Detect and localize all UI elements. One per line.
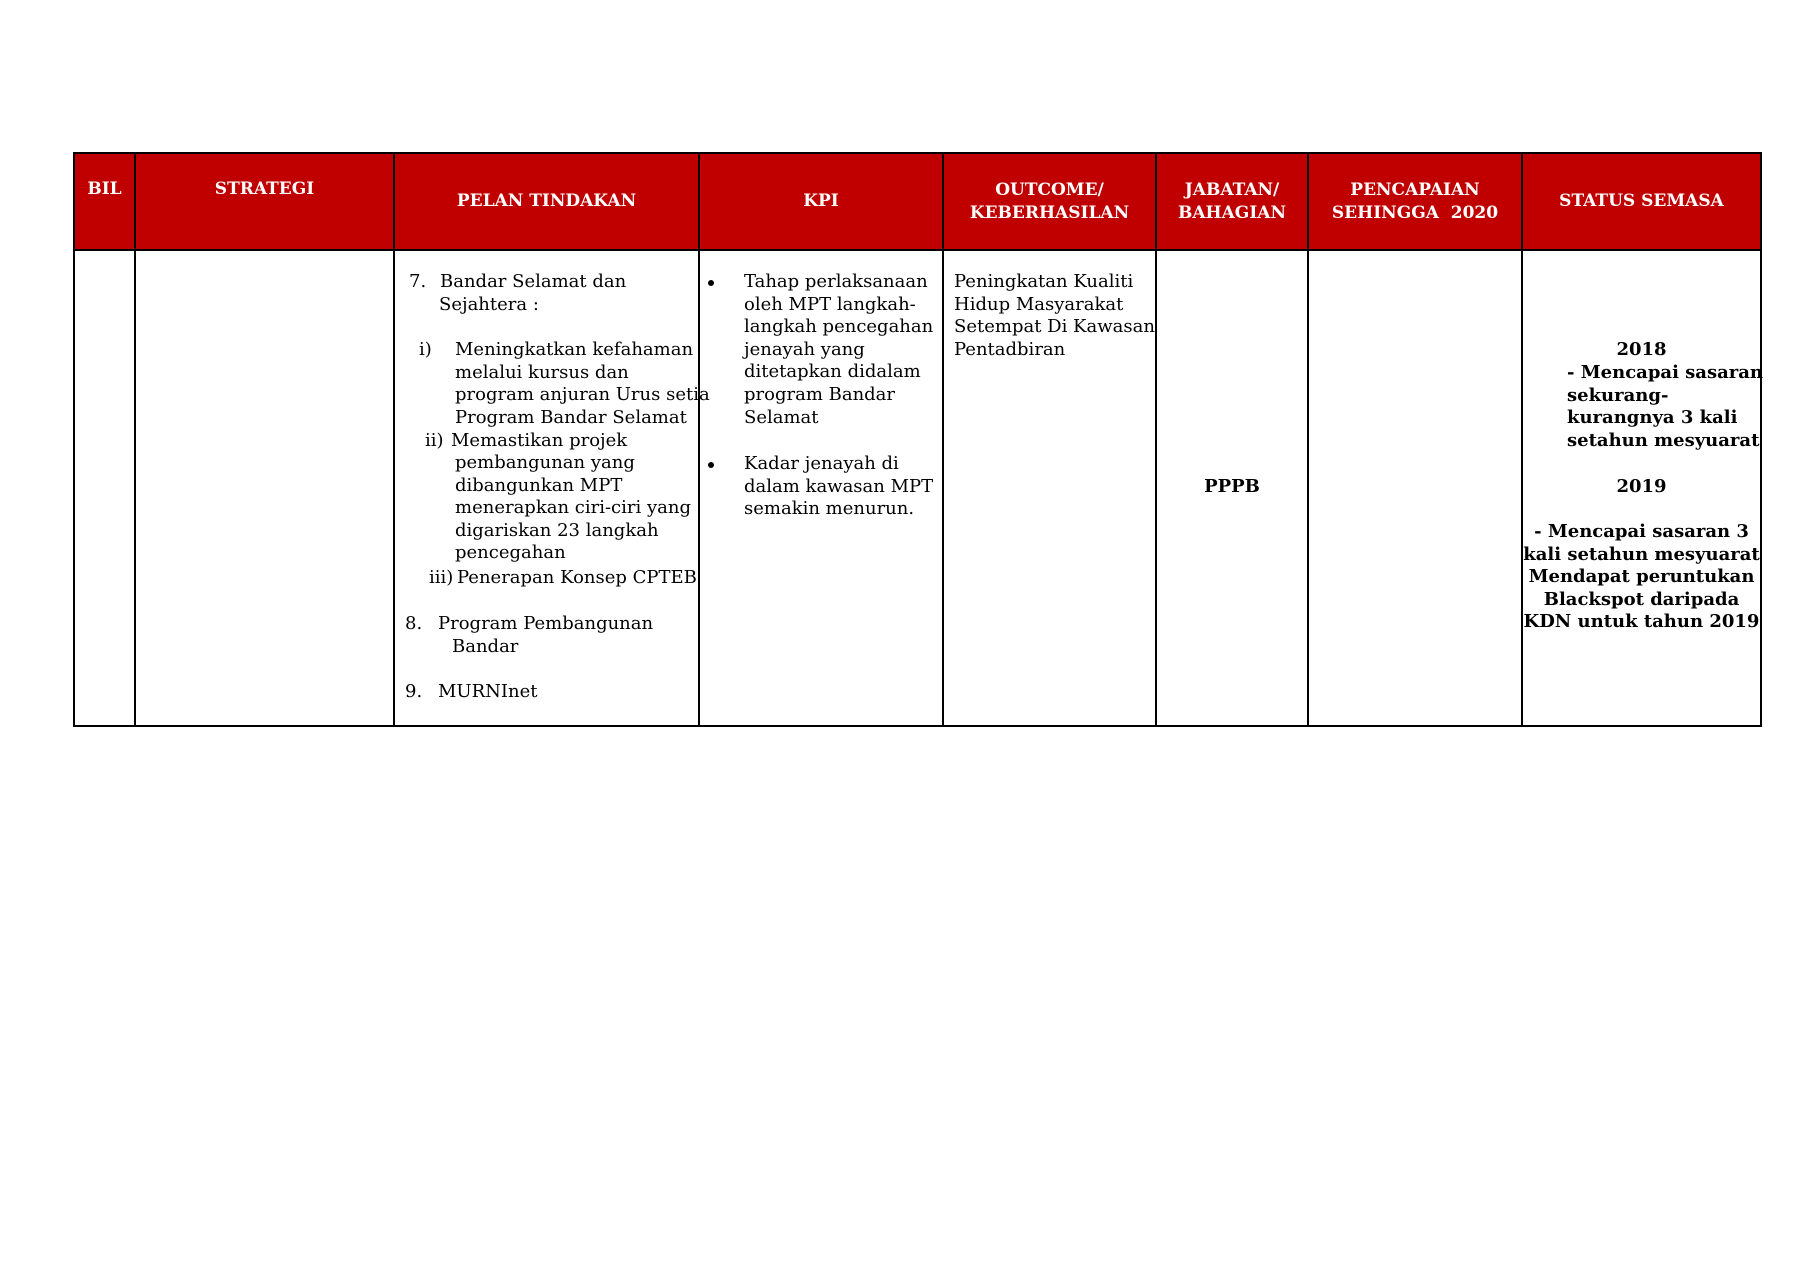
sub-iii-text: Penerapan Konsep CPTEB xyxy=(457,567,697,588)
status-year-2019: 2019 xyxy=(1616,476,1667,497)
header-kpi: KPI xyxy=(699,153,943,250)
cell-pelan-tindakan xyxy=(394,250,710,726)
status-2018-text: - Mencapai sasaran sekurang- kurangnya 3 kali setahun mesyuarat xyxy=(1567,362,1764,451)
bullet-icon xyxy=(708,462,714,468)
cell-kpi xyxy=(699,250,943,726)
status-2019-text: - Mencapai sasaran 3 kali setahun mesyuarat Mendapat peruntukan Blackspot daripada KDN untuk tahun 2019 xyxy=(1523,521,1760,633)
cell-outcome xyxy=(943,250,1156,726)
header-bil: BIL xyxy=(74,153,135,250)
item-8-number: 8. xyxy=(405,613,423,634)
header-outcome: OUTCOME/ KEBERHASILAN xyxy=(943,153,1156,250)
status-year-2018: 2018 xyxy=(1616,339,1667,360)
item-7-number: 7. xyxy=(409,271,427,292)
jabatan-value: PPPB xyxy=(1204,476,1260,497)
header-pencapaian: PENCAPAIAN SEHINGGA 2020 xyxy=(1308,153,1522,250)
kpi-item-1: Tahap perlaksanaan oleh MPT langkah- langkah pencegahan jenayah yang ditetapkan didalam program Bandar Selamat xyxy=(744,271,934,428)
bullet-icon xyxy=(708,280,714,286)
cell-strategi xyxy=(135,250,394,726)
header-status-semasa: STATUS SEMASA xyxy=(1522,153,1761,250)
outcome-text: Peningkatan Kualiti Hidup Masyarakat Setempat Di Kawasan Pentadbiran xyxy=(954,271,1155,360)
sub-i-number: i) xyxy=(419,339,432,360)
kpi-item-2: Kadar jenayah di dalam kawasan MPT semakin menurun. xyxy=(744,453,934,520)
sub-i-text: Meningkatkan kefahaman melalui kursus dan program anjuran Urus setia Program Bandar Selamat xyxy=(455,339,710,428)
action-plan-table xyxy=(73,152,1762,727)
item-9-text: MURNInet xyxy=(438,681,538,702)
table-row xyxy=(74,250,1761,726)
cell-jabatan xyxy=(1156,250,1308,726)
item-7-text: Bandar Selamat dan Sejahtera : xyxy=(439,271,627,315)
sub-ii-number: ii) xyxy=(425,430,444,451)
item-9-number: 9. xyxy=(405,681,423,702)
cell-bil xyxy=(74,250,135,726)
sub-ii-first-line: Memastikan projek xyxy=(451,430,628,451)
header-row xyxy=(74,153,1761,250)
header-strategi: STRATEGI xyxy=(135,153,394,250)
sub-iii-number: iii) xyxy=(429,567,454,588)
cell-pencapaian xyxy=(1308,250,1522,726)
sub-ii-text: pembangunan yang dibangunkan MPT menerapkan ciri-ciri yang digariskan 23 langkah pencegahan xyxy=(455,452,691,564)
header-jabatan: JABATAN/ BAHAGIAN xyxy=(1156,153,1308,250)
header-pelan-tindakan: PELAN TINDAKAN xyxy=(394,153,699,250)
cell-status-semasa xyxy=(1522,250,1764,726)
item-8-text: Program Pembangunan Bandar xyxy=(438,613,654,657)
